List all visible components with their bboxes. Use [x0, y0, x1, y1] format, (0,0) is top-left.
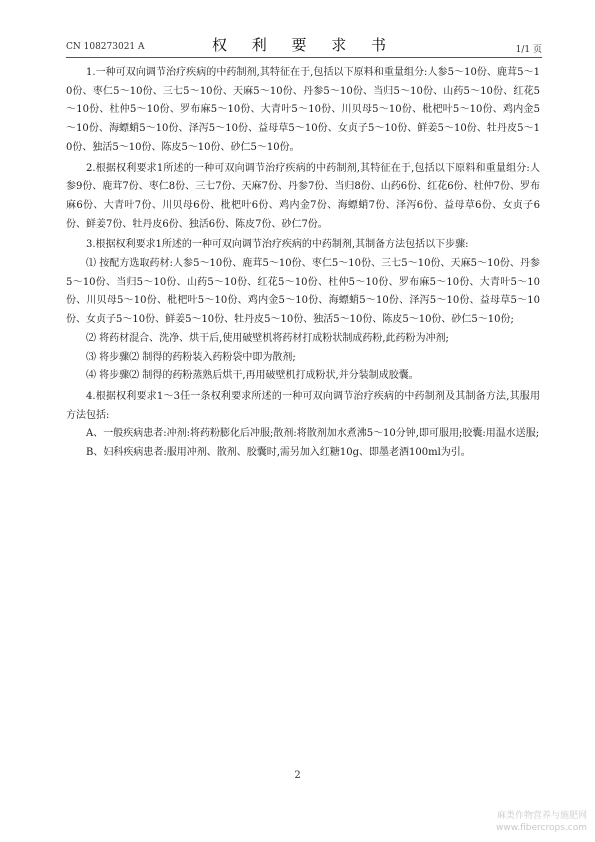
claim-4-usage-b: B、妇科疾病患者:服用冲剂、散剂、胶囊时,需另加入红糖10g、即墨老酒100ml为引。: [86, 447, 471, 459]
watermark-line-2: www.fibercrops.com: [496, 823, 587, 833]
claim-4-usage-a: A、一般疾病患者:冲剂:将药粉膨化后冲服;散剂:将散剂加水煮沸5～10分钟,即可服用;胶囊:用温水送服;: [86, 428, 540, 440]
publication-number: CN 108273021 A: [66, 42, 145, 52]
claim-3-step-4: ⑷ 将步骤⑵ 制得的药粉蒸熟后烘干,再用破壁机打成粉状,并分装制成胶囊。: [86, 370, 419, 382]
page-indicator: 1/1 页: [515, 45, 542, 55]
watermark-line-1: 麻类作物营养与施肥网: [496, 811, 587, 821]
page-number: 2: [294, 770, 301, 781]
claim-3-step-2: ⑵ 将药材混合、洗净、烘干后,使用破壁机将药材打成粉状制成药粉,此药粉为冲剂;: [86, 332, 449, 344]
page-header: [66, 34, 542, 56]
claims-body: [66, 64, 540, 463]
claim-2: 2.根据权利要求1所述的一种可双向调节治疗疾病的中药制剂,其特征在于,包括以下原料和重量组分:人参9份、鹿茸7份、枣仁8份、三七7份、天麻7份、丹参7份、当归8份、山药6份、红花6份、杜仲7份、罗布麻6份、大青叶7份、川贝母6份、枇杷叶6份、鸡内金7份、海螵蛸7份、泽泻6份、益母草6份、女贞子6份、鲜姜7份、牡丹皮6份、独活6份、陈皮7份、砂仁7份。: [66, 162, 540, 230]
claim-1: 1.一种可双向调节治疗疾病的中药制剂,其特征在于,包括以下原料和重量组分:人参5～10份、鹿茸5～10份、枣仁5～10份、三七5～10份、天麻5～10份、丹参5～10份、当归5～10份、山药5～10份、红花5～10份、杜仲5～10份、罗布麻5～10份、大青叶5～10份、川贝母5～10份、枇杷叶5～10份、鸡内金5～10份、海螵蛸5～10份、泽泻5～10份、益母草5～10份、女贞子5～10份、鲜姜5～10份、牡丹皮5～10份、独活5～10份、陈皮5～10份、砂仁5～10份。: [66, 67, 540, 153]
claim-4: 4.根据权利要求1～3任一条权利要求所述的一种可双向调节治疗疾病的中药制剂及其制备方法,其服用方法包括:: [66, 390, 540, 421]
claim-3-step-3: ⑶ 将步骤⑵ 制得的药粉装入药粉袋中即为散剂;: [86, 351, 296, 363]
claim-3-step-1: ⑴ 按配方选取药材:人参5～10份、鹿茸5～10份、枣仁5～10份、三七5～10份、天麻5～10份、丹参5～10份、当归5～10份、山药5～10份、红花5～10份、杜仲5～10份、罗布麻5～10份、大青叶5～10份、川贝母5～10份、枇杷叶5～10份、鸡内金5～10份、海螵蛸5～10份、泽泻5～10份、益母草5～10份、女贞子5～10份、鲜姜5～10份、牡丹皮5～10份、独活5～10份、陈皮5～10份、砂仁5～10份;: [66, 258, 540, 326]
document-title: 权 利 要 求 书: [211, 36, 397, 54]
header-divider: [66, 57, 542, 58]
claim-3: 3.根据权利要求1所述的一种可双向调节治疗疾病的中药制剂,其制备方法包括以下步骤:: [86, 239, 469, 251]
site-watermark: [496, 810, 587, 834]
